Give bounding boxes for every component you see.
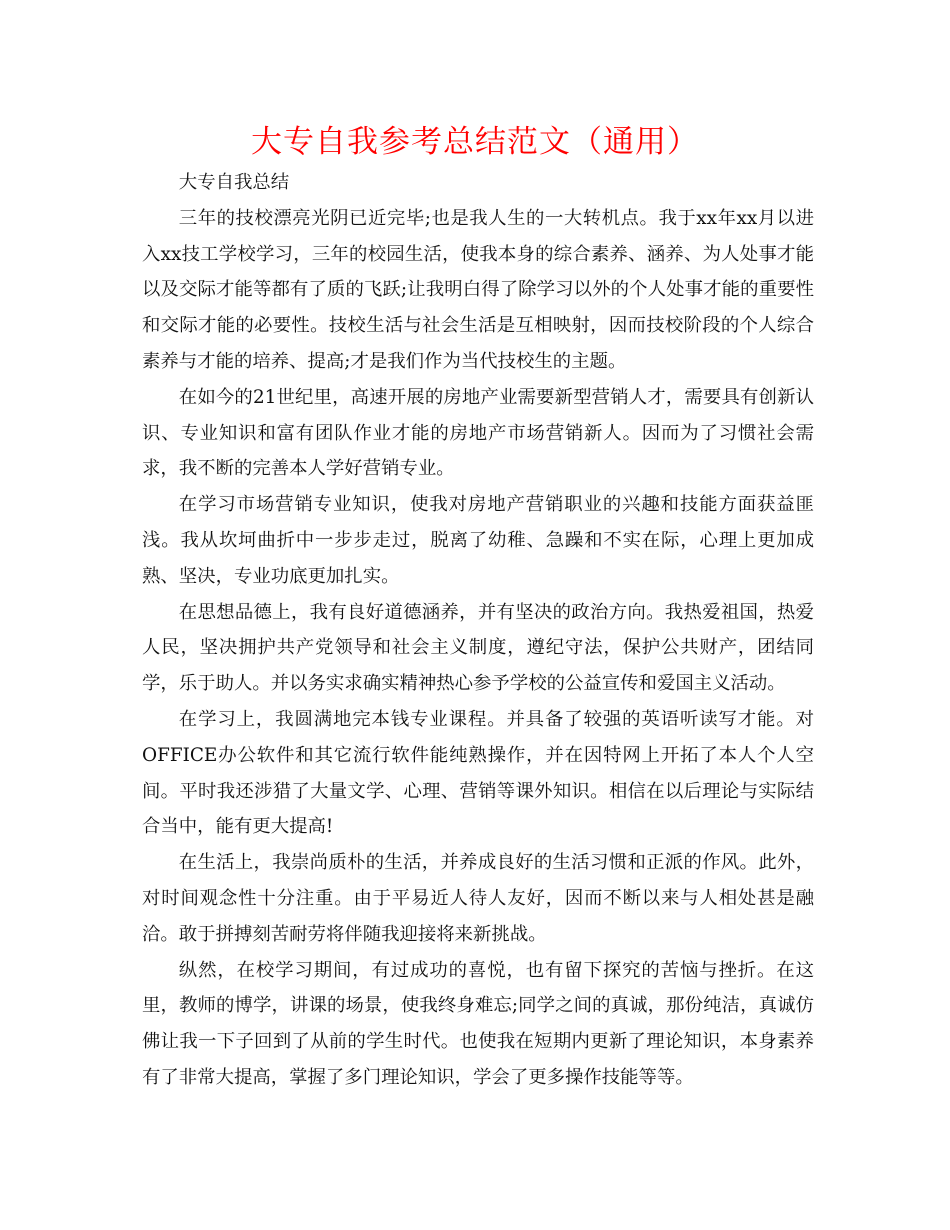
document-title: 大专自我参考总结范文（通用） bbox=[251, 124, 699, 160]
paragraph-1: 三年的技校漂亮光阴已近完毕;也是我人生的一大转机点。我于xx年xx月以进入xx技工学校学习，三年的校园生活，使我本身的综合素养、涵养、为人处事才能以及交际才能等都有了质的飞跃;让我明白得了除学习以外的个人处事才能的重要性和交际才能的必要性。技校生活与社会生活是互相映射，因而技校阶段的个人综合素养与才能的培养、提高;才是我们作为当代技校生的主题。 bbox=[142, 207, 814, 372]
paragraph-3: 在学习市场营销专业知识，使我对房地产营销职业的兴趣和技能方面获益匪浅。我从坎坷曲折中一步步走过，脱离了幼稚、急躁和不实在际，心理上更加成熟、坚决，专业功底更加扎实。 bbox=[142, 494, 814, 587]
paragraph-5: 在学习上，我圆满地完本钱专业课程。并具备了较强的英语听读写才能。对OFFICE办公软件和其它流行软件能纯熟操作，并在因特网上开拓了本人个人空间。平时我还涉猎了大量文学、心理、营销等课外知识。相信在以后理论与实际结合当中，能有更大提高! bbox=[142, 708, 814, 838]
document-body bbox=[142, 165, 814, 1096]
paragraph-4: 在思想品德上，我有良好道德涵养，并有坚决的政治方向。我热爱祖国，热爱人民，坚决拥护共产党领导和社会主义制度，遵纪守法，保护公共财产，团结同学，乐于助人。并以务实求确实精神热心参予学校的公益宣传和爱国主义活动。 bbox=[142, 601, 814, 695]
document-subtitle: 大专自我总结 bbox=[178, 172, 290, 193]
paragraph-2: 在如今的21世纪里，高速开展的房地产业需要新型营销人才，需要具有创新认识、专业知识和富有团队作业才能的房地产市场营销新人。因而为了习惯社会需求，我不断的完善本人学好营销专业。 bbox=[142, 386, 814, 480]
paragraph-7: 纵然，在校学习期间，有过成功的喜悦，也有留下探究的苦恼与挫折。在这里，教师的博学，讲课的场景，使我终身难忘;同学之间的真诚，那份纯洁，真诚仿佛让我一下子回到了从前的学生时代。也使我在短期内更新了理论知识，本身素养有了非常大提高，掌握了多门理论知识，学会了更多操作技能等等。 bbox=[142, 959, 814, 1088]
paragraph-6: 在生活上，我崇尚质朴的生活，并养成良好的生活习惯和正派的作风。此外，对时间观念性十分注重。由于平易近人待人友好，因而不断以来与人相处甚是融洽。敢于拼搏刻苦耐劳将伴随我迎接将来新挑战。 bbox=[142, 852, 814, 945]
